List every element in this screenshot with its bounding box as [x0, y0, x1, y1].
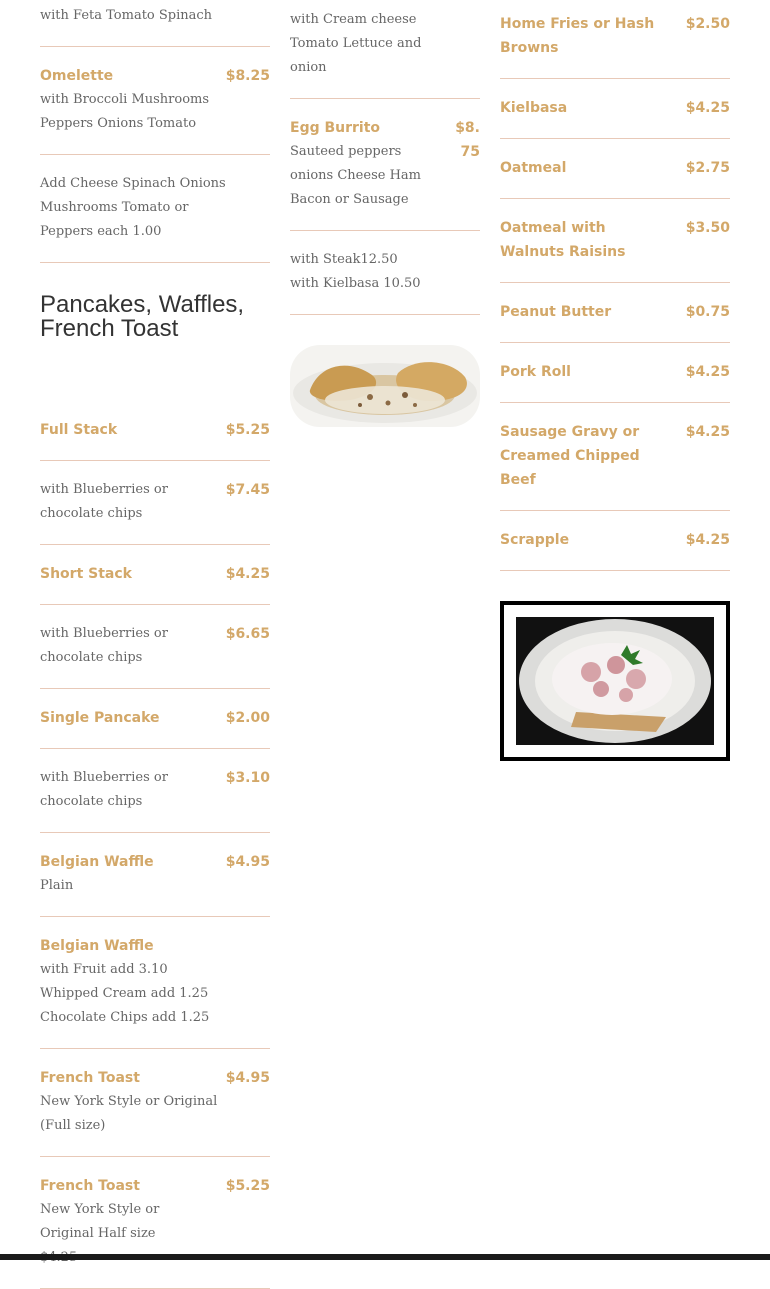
- menu-item-french-toast-full: [40, 1049, 270, 1157]
- item-name: Kielbasa: [500, 100, 568, 116]
- item-name: Short Stack: [40, 566, 132, 582]
- section-title: Pancakes, Waffles, French Toast: [40, 291, 245, 342]
- column-middle: [290, 0, 480, 427]
- item-name: Omelette: [40, 68, 114, 84]
- item-description: with Broccoli Mushrooms Peppers Onions Tomato: [40, 92, 210, 131]
- item-name: Oatmeal: [500, 160, 567, 176]
- item-description: with Fruit add 3.10 Whipped Cream add 1.25 Chocolate Chips add 1.25: [40, 962, 210, 1025]
- item-name: Belgian Waffle: [40, 938, 154, 954]
- menu-item-french-toast-half: [40, 1157, 270, 1289]
- item-name: Scrapple: [500, 532, 570, 548]
- menu-item-single-pancake-extra: [40, 749, 270, 833]
- item-name: Full Stack: [40, 422, 118, 438]
- menu-item: [500, 403, 730, 511]
- chipped-beef-image: [516, 617, 714, 745]
- item-description: Plain: [40, 878, 74, 893]
- item-name: Home Fries or Hash Browns: [500, 16, 655, 56]
- menu-item-belgian-waffle-addons: [40, 917, 270, 1049]
- menu-item-single-pancake: [40, 689, 270, 749]
- biscuit-gravy-image: [290, 345, 480, 427]
- footer-bar: [0, 1254, 770, 1260]
- menu-item-full-stack-extra: [40, 461, 270, 545]
- item-price: $0.75: [685, 304, 730, 320]
- item-description: with Cream cheese Tomato Lettuce and onion: [290, 12, 422, 75]
- item-price: $7.45: [225, 482, 270, 498]
- item-description: with Blueberries or chocolate chips: [40, 482, 168, 521]
- item-description: New York Style or Original Half size: [40, 1202, 160, 1241]
- item-price: $2.00: [225, 710, 270, 726]
- item-price: $8.25: [225, 68, 270, 84]
- item-price: $4.25: [685, 532, 730, 548]
- menu-item-omelette: [40, 47, 270, 155]
- menu-item-egg-burrito: [290, 99, 480, 231]
- item-name: Oatmeal with Walnuts Raisins: [500, 220, 626, 260]
- list-item: [290, 0, 480, 99]
- item-price: $3.10: [225, 770, 270, 786]
- item-name: Peanut Butter: [500, 304, 612, 320]
- column-right: [500, 0, 730, 761]
- item-price: $5.25: [225, 1178, 270, 1194]
- item-name: French Toast: [40, 1070, 140, 1086]
- item-name: Sausage Gravy or Creamed Chipped Beef: [500, 424, 640, 488]
- item-description: with Steak12.50 with Kielbasa 10.50: [290, 252, 421, 291]
- menu-item: [500, 343, 730, 403]
- menu-item: [500, 139, 730, 199]
- food-image: [500, 601, 730, 761]
- item-price: $3.50: [685, 220, 730, 236]
- menu-item-short-stack: [40, 545, 270, 605]
- item-price: $4.25: [685, 100, 730, 116]
- item-price: $4.95: [225, 854, 270, 870]
- menu-item-full-stack: [40, 401, 270, 461]
- item-name: Belgian Waffle: [40, 854, 154, 870]
- item-price: $8.75: [455, 120, 480, 160]
- menu-item: [500, 511, 730, 571]
- menu-item: [500, 79, 730, 139]
- menu-item: [500, 199, 730, 283]
- item-price: $4.95: [225, 1070, 270, 1086]
- item-price: $4.25: [685, 364, 730, 380]
- item-description: with Feta Tomato Spinach: [40, 8, 213, 23]
- menu-item-extras: [290, 231, 480, 315]
- food-image: [290, 345, 480, 427]
- item-description: Add Cheese Spinach Onions Mushrooms Tomato or Peppers each 1.00: [40, 176, 226, 239]
- menu-item-addon: [40, 155, 270, 263]
- item-name: Single Pancake: [40, 710, 160, 726]
- item-name: Pork Roll: [500, 364, 571, 380]
- item-description: with Blueberries or chocolate chips: [40, 770, 168, 809]
- item-price: $4.25: [225, 566, 270, 582]
- item-price: $5.25: [225, 422, 270, 438]
- item-price: $2.75: [685, 160, 730, 176]
- item-description: New York Style or Original (Full size): [40, 1094, 218, 1133]
- column-left: [40, 0, 270, 1289]
- menu-item-short-stack-extra: [40, 605, 270, 689]
- item-name: Egg Burrito: [290, 120, 381, 136]
- item-description: Sauteed peppers onions Cheese Ham Bacon or Sausage: [290, 144, 421, 207]
- item-name: French Toast: [40, 1178, 140, 1194]
- item-price: $6.65: [225, 626, 270, 642]
- item-description: with Blueberries or chocolate chips: [40, 626, 168, 665]
- list-item: [40, 0, 270, 47]
- menu-item: [500, 283, 730, 343]
- item-price: $2.50: [685, 16, 730, 32]
- item-price: $4.25: [685, 424, 730, 440]
- menu-item-belgian-waffle: [40, 833, 270, 917]
- menu-item: [500, 0, 730, 79]
